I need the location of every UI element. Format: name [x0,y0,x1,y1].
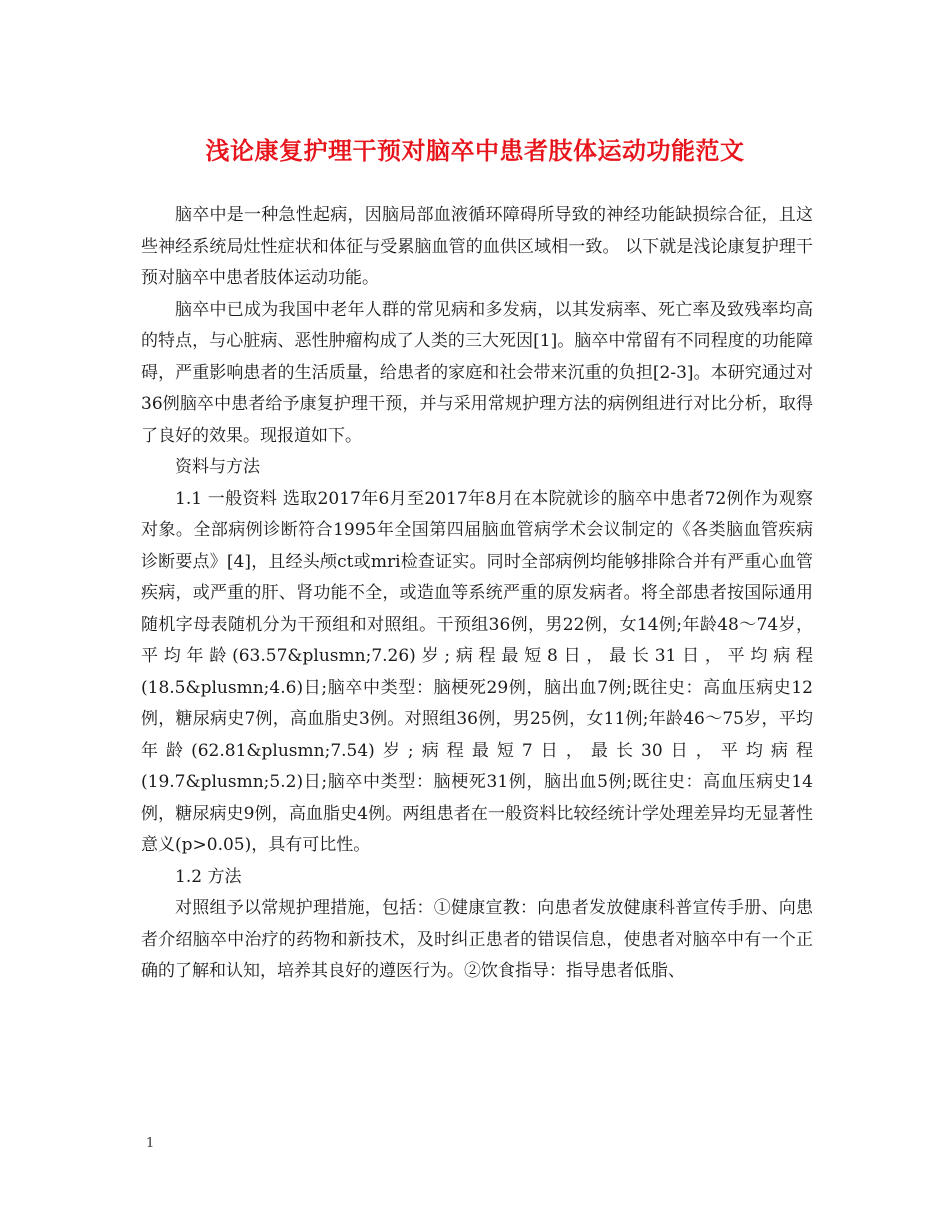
document-title: 浅论康复护理干预对脑卒中患者肢体运动功能范文 [205,136,745,165]
paragraph-intro: 脑卒中是一种急性起病，因脑局部血液循环障碍所导致的神经功能缺损综合征，且这些神经系统局灶性症状和体征与受累脑血管的血供区域相一致。 以下就是浅论康复护理干预对脑卒中患者肢体运动功能。 [141,205,813,288]
paragraph-background: 脑卒中已成为我国中老年人群的常见病和多发病，以其发病率、死亡率及致残率均高的特点，与心脏病、恶性肿瘤构成了人类的三大死因[1]。脑卒中常留有不同程度的功能障碍，严重影响患者的生活质量，给患者的家庭和社会带来沉重的负担[2-3]。本研究通过对36例脑卒中患者给予康复护理干预，并与采用常规护理方法的病例组进行对比分析，取得了良好的效果。现报道如下。 [141,299,813,446]
paragraph-control-group-care: 对照组予以常规护理措施，包括：①健康宣教：向患者发放健康科普宣传手册、向患者介绍脑卒中治疗的药物和新技术，及时纠正患者的错误信息，使患者对脑卒中有一个正确的了解和认知，培养其良好的遵医行为。②饮食指导：指导患者低脂、 [141,898,813,981]
section-heading-methods: 1.2 方法 [175,866,242,887]
paragraph-general-data: 1.1 一般资料 选取2017年6月至2017年8月在本院就诊的脑卒中患者72例作为观察对象。全部病例诊断符合1995年全国第四届脑血管病学术会议制定的《各类脑血管疾病诊断要点》[4]，且经头颅ct或mri检查证实。同时全部病例均能够排除合并有严重心血管疾病，或严重的肝、肾功能不全，或造血等系统严重的原发病者。将全部患者按国际通用随机字母表随机分为干预组和对照组。干预组36例，男22例，女14例;年龄48～74岁，平均年龄(63.57&plusmn;7.26)岁;病程最短8日，最长31日，平均病程(18.5&plusmn;4.6)日;脑卒中类型：脑梗死29例，脑出血7例;既往史：高血压病史12例，糖尿病史7例，高血脂史3例。对照组36例，男25例，女11例;年龄46～75岁，平均年龄(62.81&plusmn;7.54)岁;病程最短7日，最长30日，平均病程(19.7&plusmn;5.2)日;脑卒中类型：脑梗死31例，脑出血5例;既往史：高血压病史14例，糖尿病史9例，高血脂史4例。两组患者在一般资料比较经统计学处理差异均无显著性意义(p>0.05)，具有可比性。 [141,488,813,855]
page-number: 1 [146,1136,155,1151]
section-heading-materials-methods: 资料与方法 [175,457,260,477]
document-body [141,200,813,988]
